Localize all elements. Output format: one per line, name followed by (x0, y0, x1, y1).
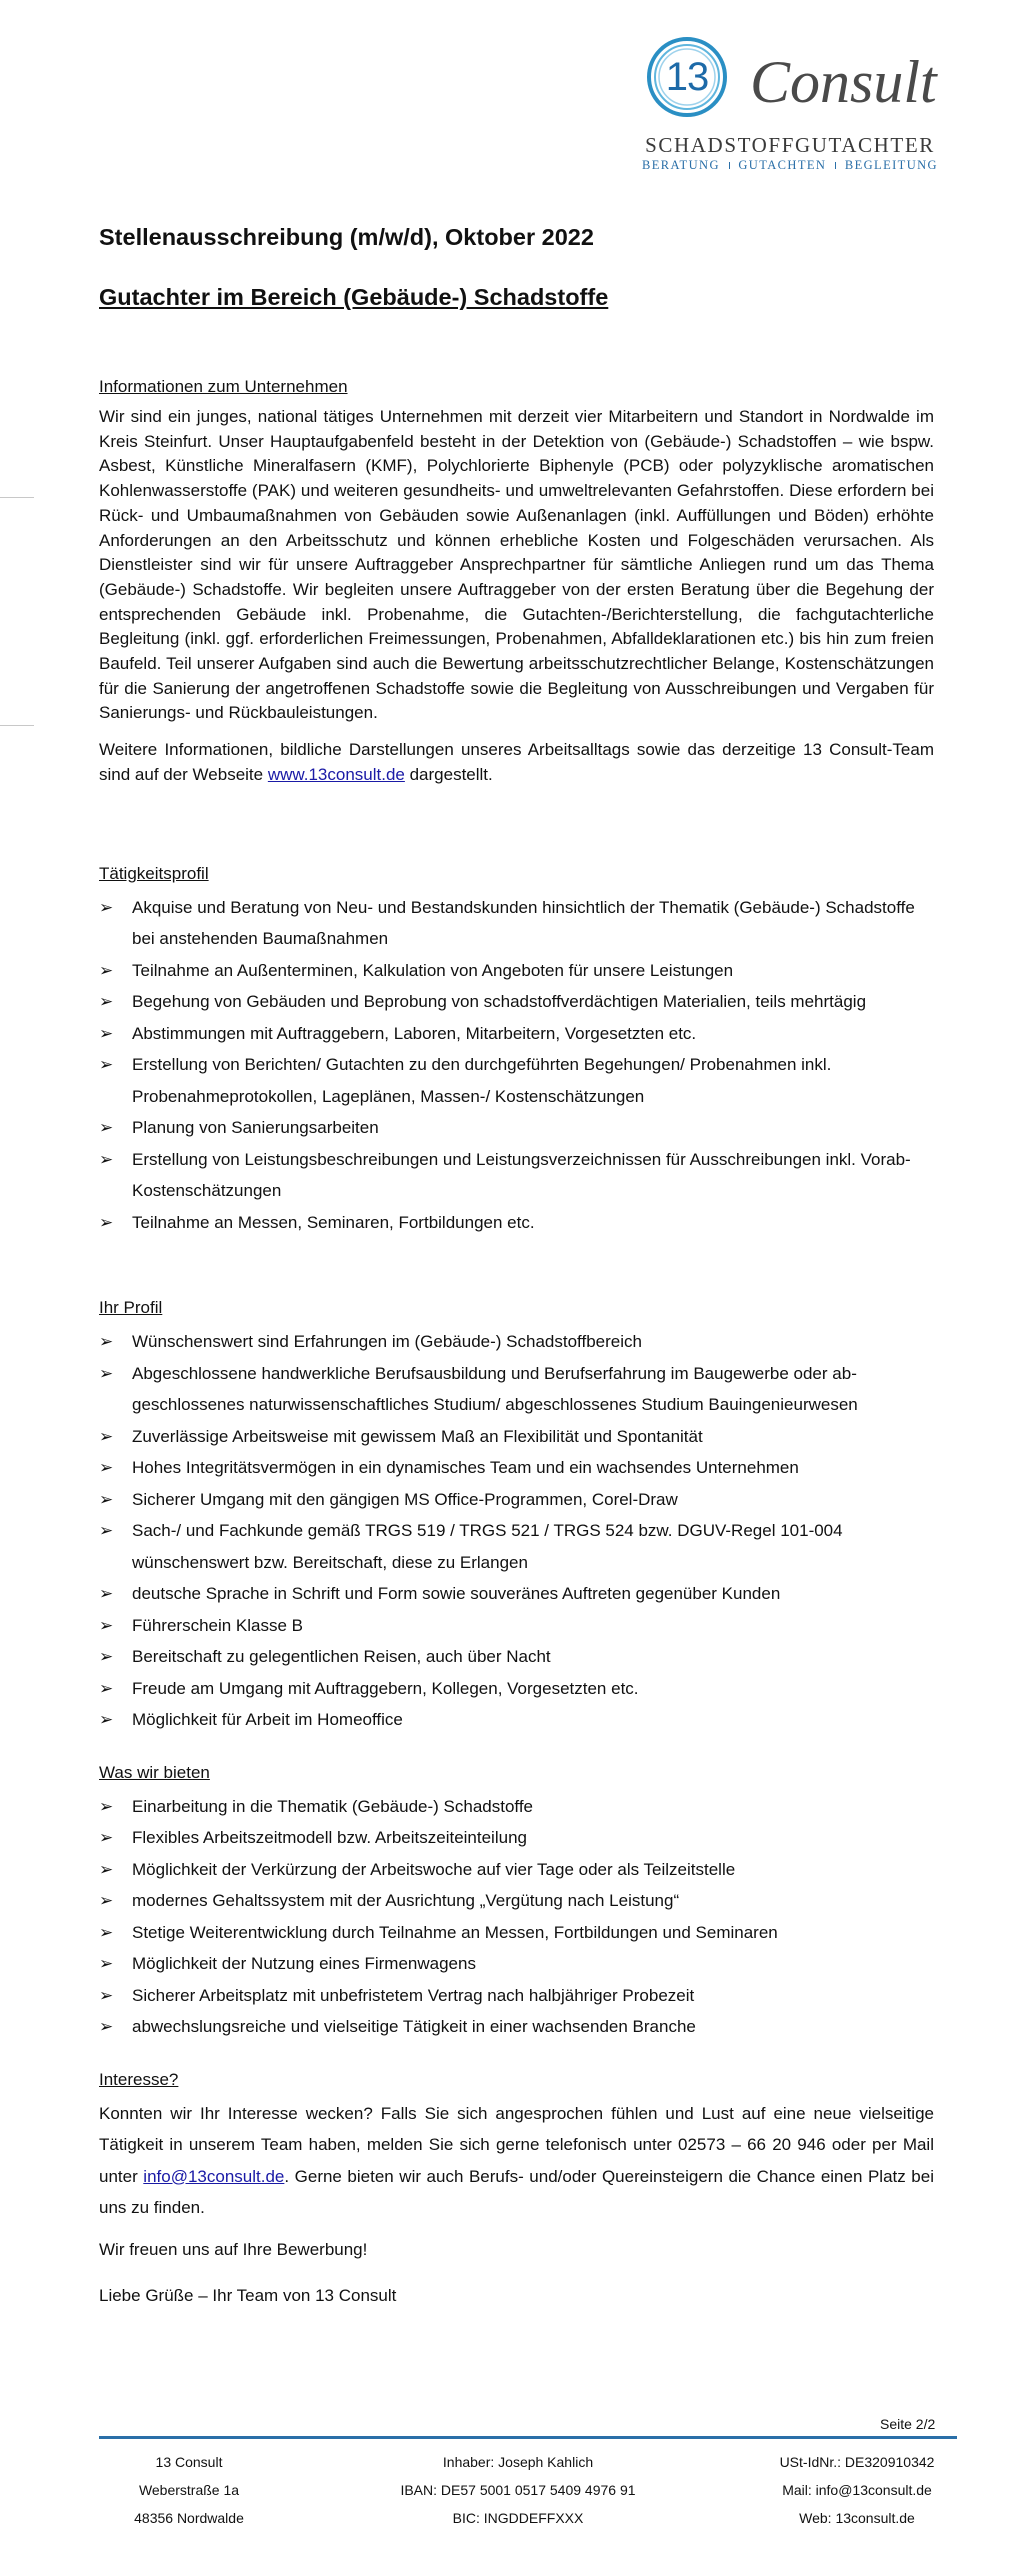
arrow-bullet-icon: ➢ (99, 1954, 114, 1974)
logo-tag-begleitung: BEGLEITUNG (844, 158, 938, 172)
list-item (99, 2011, 934, 2043)
company-logo (640, 30, 940, 175)
arrow-bullet-icon: ➢ (99, 960, 114, 980)
section-heading-tasks: Tätigkeitsprofil (99, 863, 209, 883)
logo-wordmark: Consult (750, 49, 937, 115)
list-item-text: Sicherer Arbeitsplatz mit unbefristetem Vertrag nach halbjähriger Probezeit (132, 1985, 695, 2005)
arrow-bullet-icon: ➢ (99, 1149, 114, 1169)
logo-tag-gutachten: GUTACHTEN (738, 158, 827, 172)
arrow-bullet-icon: ➢ (99, 1922, 114, 1942)
arrow-bullet-icon: ➢ (99, 1521, 114, 1541)
arrow-bullet-icon: ➢ (99, 2017, 114, 2037)
list-item-text: Hohes Integritätsvermögen in ein dynamisches Team und ein wachsendes Unternehmen (132, 1458, 799, 1478)
list-item-text: Abstimmungen mit Auftraggebern, Laboren, Mitarbeitern, Vorgesetzten etc. (132, 1023, 697, 1043)
footer-vat-id: USt-IdNr.: DE320910342 (779, 2454, 935, 2470)
list-item (99, 1641, 934, 1673)
company-paragraph: Wir sind ein junges, national tätiges Unternehmen mit derzeit vier Mitarbeitern und Standort in Nordwalde im Kreis Steinfurt. Unser Hauptaufgabenfeld besteht in der Detektion von (Gebäude-) Schadstoffen – wie bspw. Asbest, Künstliche Mineralfasern (KMF), Polychlorierte Biphenyle (PCB) oder polyzyklische aromatischen Kohlenwasserstoffe (PAK) und weiteren gesundheits- und umweltrelevanten Gefahrstoffen. Diese erfordern bei Rück- und Umbaumaßnahmen von Gebäuden sowie Außenanlagen (inkl. Auffüllungen und Böden) erhöhte Anforderungen an den Arbeitsschutz und können erhebliche Kosten und Folgeschäden verursachen. Als Dienstleister sind wir für unsere Auftraggeber Ansprechpartner für sämtliche Anliegen rund um das Thema (Gebäude-) Schadstoffe. Wir begleiten unsere Auftraggeber von der ersten Beratung über die Begehung der entsprechenden Gebäude inkl. Probenahme, die Gutachten-/Berichterstellung, die fachgutachterliche Begleitung (inkl. ggf. erforderlichen Freimessungen, Probenahmen, Abfalldeklarationen etc.) bis hin zum freien Baufeld. Teil unserer Aufgaben sind auch die Bewertung arbeitsschutzrechtlicher Belange, Kostenschätzungen für die Sanierung der angetroffenen Schadstoffe sowie die Begleitung von Ausschreibungen und Vergaben für Sanierungs- und Rückbauleistungen. (99, 407, 934, 723)
list-item-text: Möglichkeit der Verkürzung der Arbeitswoche auf vier Tage oder als Teilzeitstelle (132, 1859, 736, 1879)
fold-mark-top (0, 497, 34, 498)
list-item (99, 1980, 934, 2012)
footer (99, 2448, 957, 2532)
list-item (99, 1018, 934, 1050)
list-item (99, 1791, 934, 1823)
arrow-bullet-icon: ➢ (99, 1710, 114, 1730)
list-item-text: Sach-/ und Fachkunde gemäß TRGS 519 / TRGS 521 / TRGS 524 bzw. DGUV-Regel 101-004 wünschenswert bzw. Bereitschaft, diese zu Erlangen (132, 1521, 843, 1572)
footer-bank (368, 2448, 668, 2532)
footer-city: 48356 Nordwalde (134, 2510, 244, 2526)
tasks-list (99, 892, 934, 1239)
list-item (99, 955, 934, 987)
footer-address (99, 2448, 279, 2532)
document-title: Stellenausschreibung (m/w/d), Oktober 2022 (99, 224, 594, 250)
list-item (99, 1049, 934, 1112)
footer-company: 13 Consult (155, 2454, 223, 2470)
section-company (99, 375, 934, 788)
footer-bic: BIC: INGDDEFFXXX (452, 2510, 584, 2526)
footer-web: Web: 13consult.de (799, 2510, 915, 2526)
list-item (99, 1326, 934, 1358)
list-item-text: Stetige Weiterentwicklung durch Teilnahme an Messen, Fortbildungen und Seminaren (132, 1922, 778, 1942)
section-interest (99, 2068, 934, 2309)
document-body (99, 222, 934, 2309)
list-item (99, 1452, 934, 1484)
list-item (99, 1515, 934, 1578)
list-item (99, 1885, 934, 1917)
list-item-text: Erstellung von Leistungsbeschreibungen und Leistungsverzeichnissen für Ausschreibungen inkl. Vorab-Kostenschätzungen (132, 1149, 911, 1201)
website-link[interactable]: www.13consult.de (267, 764, 405, 784)
section-profile (99, 1296, 934, 1736)
fold-mark-middle (0, 725, 34, 726)
footer-contact (757, 2448, 957, 2532)
arrow-bullet-icon: ➢ (99, 1212, 114, 1232)
arrow-bullet-icon: ➢ (99, 1118, 114, 1138)
list-item (99, 1112, 934, 1144)
more-info-paragraph (99, 738, 934, 787)
list-item-text: deutsche Sprache in Schrift und Form sowie souveränes Auftreten gegenüber Kunden (132, 1584, 781, 1604)
logo-number: 13 (665, 54, 709, 99)
arrow-bullet-icon: ➢ (99, 1985, 114, 2005)
arrow-bullet-icon: ➢ (99, 1647, 114, 1667)
list-item-text: Freude am Umgang mit Auftraggebern, Kollegen, Vorgesetzten etc. (132, 1678, 639, 1698)
footer-street: Weberstraße 1a (138, 2482, 240, 2498)
arrow-bullet-icon: ➢ (99, 1828, 114, 1848)
closing-line-2: Liebe Grüße – Ihr Team von 13 Consult (99, 2286, 397, 2306)
arrow-bullet-icon: ➢ (99, 1859, 114, 1879)
list-item-text: Begehung von Gebäuden und Beprobung von schadstoffverdächtigen Materialien, teils mehrtägig (132, 992, 867, 1012)
arrow-bullet-icon: ➢ (99, 1363, 114, 1383)
list-item (99, 1822, 934, 1854)
more-info-text-end: dargestellt. (404, 764, 493, 784)
section-heading-company: Informationen zum Unternehmen (99, 377, 348, 396)
list-item (99, 892, 934, 955)
interest-text-end: . Gerne bieten wir auch Berufs- und/oder Quereinsteigern die Chance einen Platz bei uns zu finden. (99, 2166, 934, 2218)
list-item-text: Flexibles Arbeitszeitmodell bzw. Arbeitszeiteinteilung (132, 1828, 527, 1848)
list-item (99, 1358, 934, 1421)
section-offer (99, 1761, 934, 2043)
arrow-bullet-icon: ➢ (99, 1584, 114, 1604)
arrow-bullet-icon: ➢ (99, 897, 114, 917)
page-number: Seite 2/2 (880, 2416, 936, 2432)
list-item (99, 1144, 934, 1207)
list-item-text: Möglichkeit für Arbeit im Homeoffice (132, 1710, 403, 1730)
arrow-bullet-icon: ➢ (99, 1332, 114, 1352)
arrow-bullet-icon: ➢ (99, 1426, 114, 1446)
offer-list (99, 1791, 934, 2043)
logo-tagline (642, 158, 938, 173)
more-info-text: Weitere Informationen, bildliche Darstellungen unseres Arbeitsalltags sowie das derzeitige 13 Consult-Team sind auf der Webseite (99, 740, 934, 784)
footer-divider (99, 2436, 957, 2439)
list-item-text: Planung von Sanierungsarbeiten (132, 1118, 379, 1138)
logo-subtitle: SCHADSTOFFGUTACHTER (645, 133, 935, 157)
arrow-bullet-icon: ➢ (99, 1458, 114, 1478)
arrow-bullet-icon: ➢ (99, 1891, 114, 1911)
footer-owner: Inhaber: Joseph Kahlich (442, 2454, 594, 2470)
list-item (99, 1421, 934, 1453)
interest-paragraph (99, 2098, 934, 2224)
list-item-text: Zuverlässige Arbeitsweise mit gewissem Maß an Flexibilität und Spontanität (132, 1426, 703, 1446)
section-heading-offer: Was wir bieten (99, 1762, 210, 1782)
list-item (99, 1854, 934, 1886)
section-heading-interest: Interesse? (99, 2069, 179, 2089)
section-tasks (99, 862, 934, 1239)
list-item (99, 1704, 934, 1736)
list-item (99, 986, 934, 1018)
arrow-bullet-icon: ➢ (99, 1055, 114, 1075)
interest-text: Konnten wir Ihr Interesse wecken? Falls Sie sich angesprochen fühlen und Lust auf eine neue vielseitige Tätigkeit in unserem Team haben, melden Sie sich gerne telefonisch unter 02573 – 66 20 946 oder per Mail unter (99, 2103, 934, 2186)
footer-iban: IBAN: DE57 5001 0517 5409 4976 91 (400, 2482, 636, 2498)
list-item-text: Möglichkeit der Nutzung eines Firmenwagens (132, 1954, 476, 1974)
arrow-bullet-icon: ➢ (99, 1796, 114, 1816)
section-heading-profile: Ihr Profil (99, 1298, 163, 1318)
list-item (99, 1610, 934, 1642)
list-item-text: Sicherer Umgang mit den gängigen MS Office-Programmen, Corel-Draw (132, 1489, 678, 1509)
logo-tag-beratung: BERATUNG (642, 158, 720, 172)
arrow-bullet-icon: ➢ (99, 1615, 114, 1635)
footer-mail: Mail: info@13consult.de (782, 2482, 932, 2498)
email-link[interactable]: info@13consult.de (143, 2166, 285, 2186)
list-item-text: Wünschenswert sind Erfahrungen im (Gebäude-) Schadstoffbereich (132, 1332, 642, 1352)
list-item (99, 1948, 934, 1980)
list-item-text: abwechslungsreiche und vielseitige Tätigkeit in einer wachsenden Branche (132, 2017, 696, 2037)
list-item-text: Erstellung von Berichten/ Gutachten zu den durchgeführten Begehungen/ Probenahmen inkl. Probenahmeprotokollen, Lageplänen, Massen-/ Kostenschätzungen (132, 1055, 832, 1106)
closing-line-1: Wir freuen uns auf Ihre Bewerbung! (99, 2239, 368, 2259)
list-item-text: Akquise und Beratung von Neu- und Bestandskunden hinsichtlich der Thematik (Gebäude-) Schadstoffe bei anstehenden Baumaßnahmen (132, 897, 915, 949)
list-item-text: Abgeschlossene handwerkliche Berufsausbildung und Berufserfahrung im Baugewerbe oder abgeschlossenes naturwissenschaftliches Studium/ abgeschlossenes Studium Bauingenieurwesen (132, 1363, 858, 1415)
arrow-bullet-icon: ➢ (99, 992, 114, 1012)
list-item (99, 1578, 934, 1610)
position-title: Gutachter im Bereich (Gebäude-) Schadstoffe (99, 284, 609, 310)
profile-list (99, 1326, 934, 1736)
list-item (99, 1207, 934, 1239)
list-item (99, 1484, 934, 1516)
list-item-text: modernes Gehaltssystem mit der Ausrichtung „Vergütung nach Leistung“ (132, 1891, 680, 1911)
arrow-bullet-icon: ➢ (99, 1023, 114, 1043)
list-item (99, 1673, 934, 1705)
arrow-bullet-icon: ➢ (99, 1678, 114, 1698)
list-item-text: Einarbeitung in die Thematik (Gebäude-) Schadstoffe (132, 1796, 534, 1816)
list-item (99, 1917, 934, 1949)
list-item-text: Führerschein Klasse B (132, 1615, 304, 1635)
list-item-text: Teilnahme an Außenterminen, Kalkulation von Angeboten für unsere Leistungen (132, 960, 734, 980)
arrow-bullet-icon: ➢ (99, 1489, 114, 1509)
list-item-text: Teilnahme an Messen, Seminaren, Fortbildungen etc. (132, 1212, 535, 1232)
list-item-text: Bereitschaft zu gelegentlichen Reisen, auch über Nacht (132, 1647, 551, 1667)
